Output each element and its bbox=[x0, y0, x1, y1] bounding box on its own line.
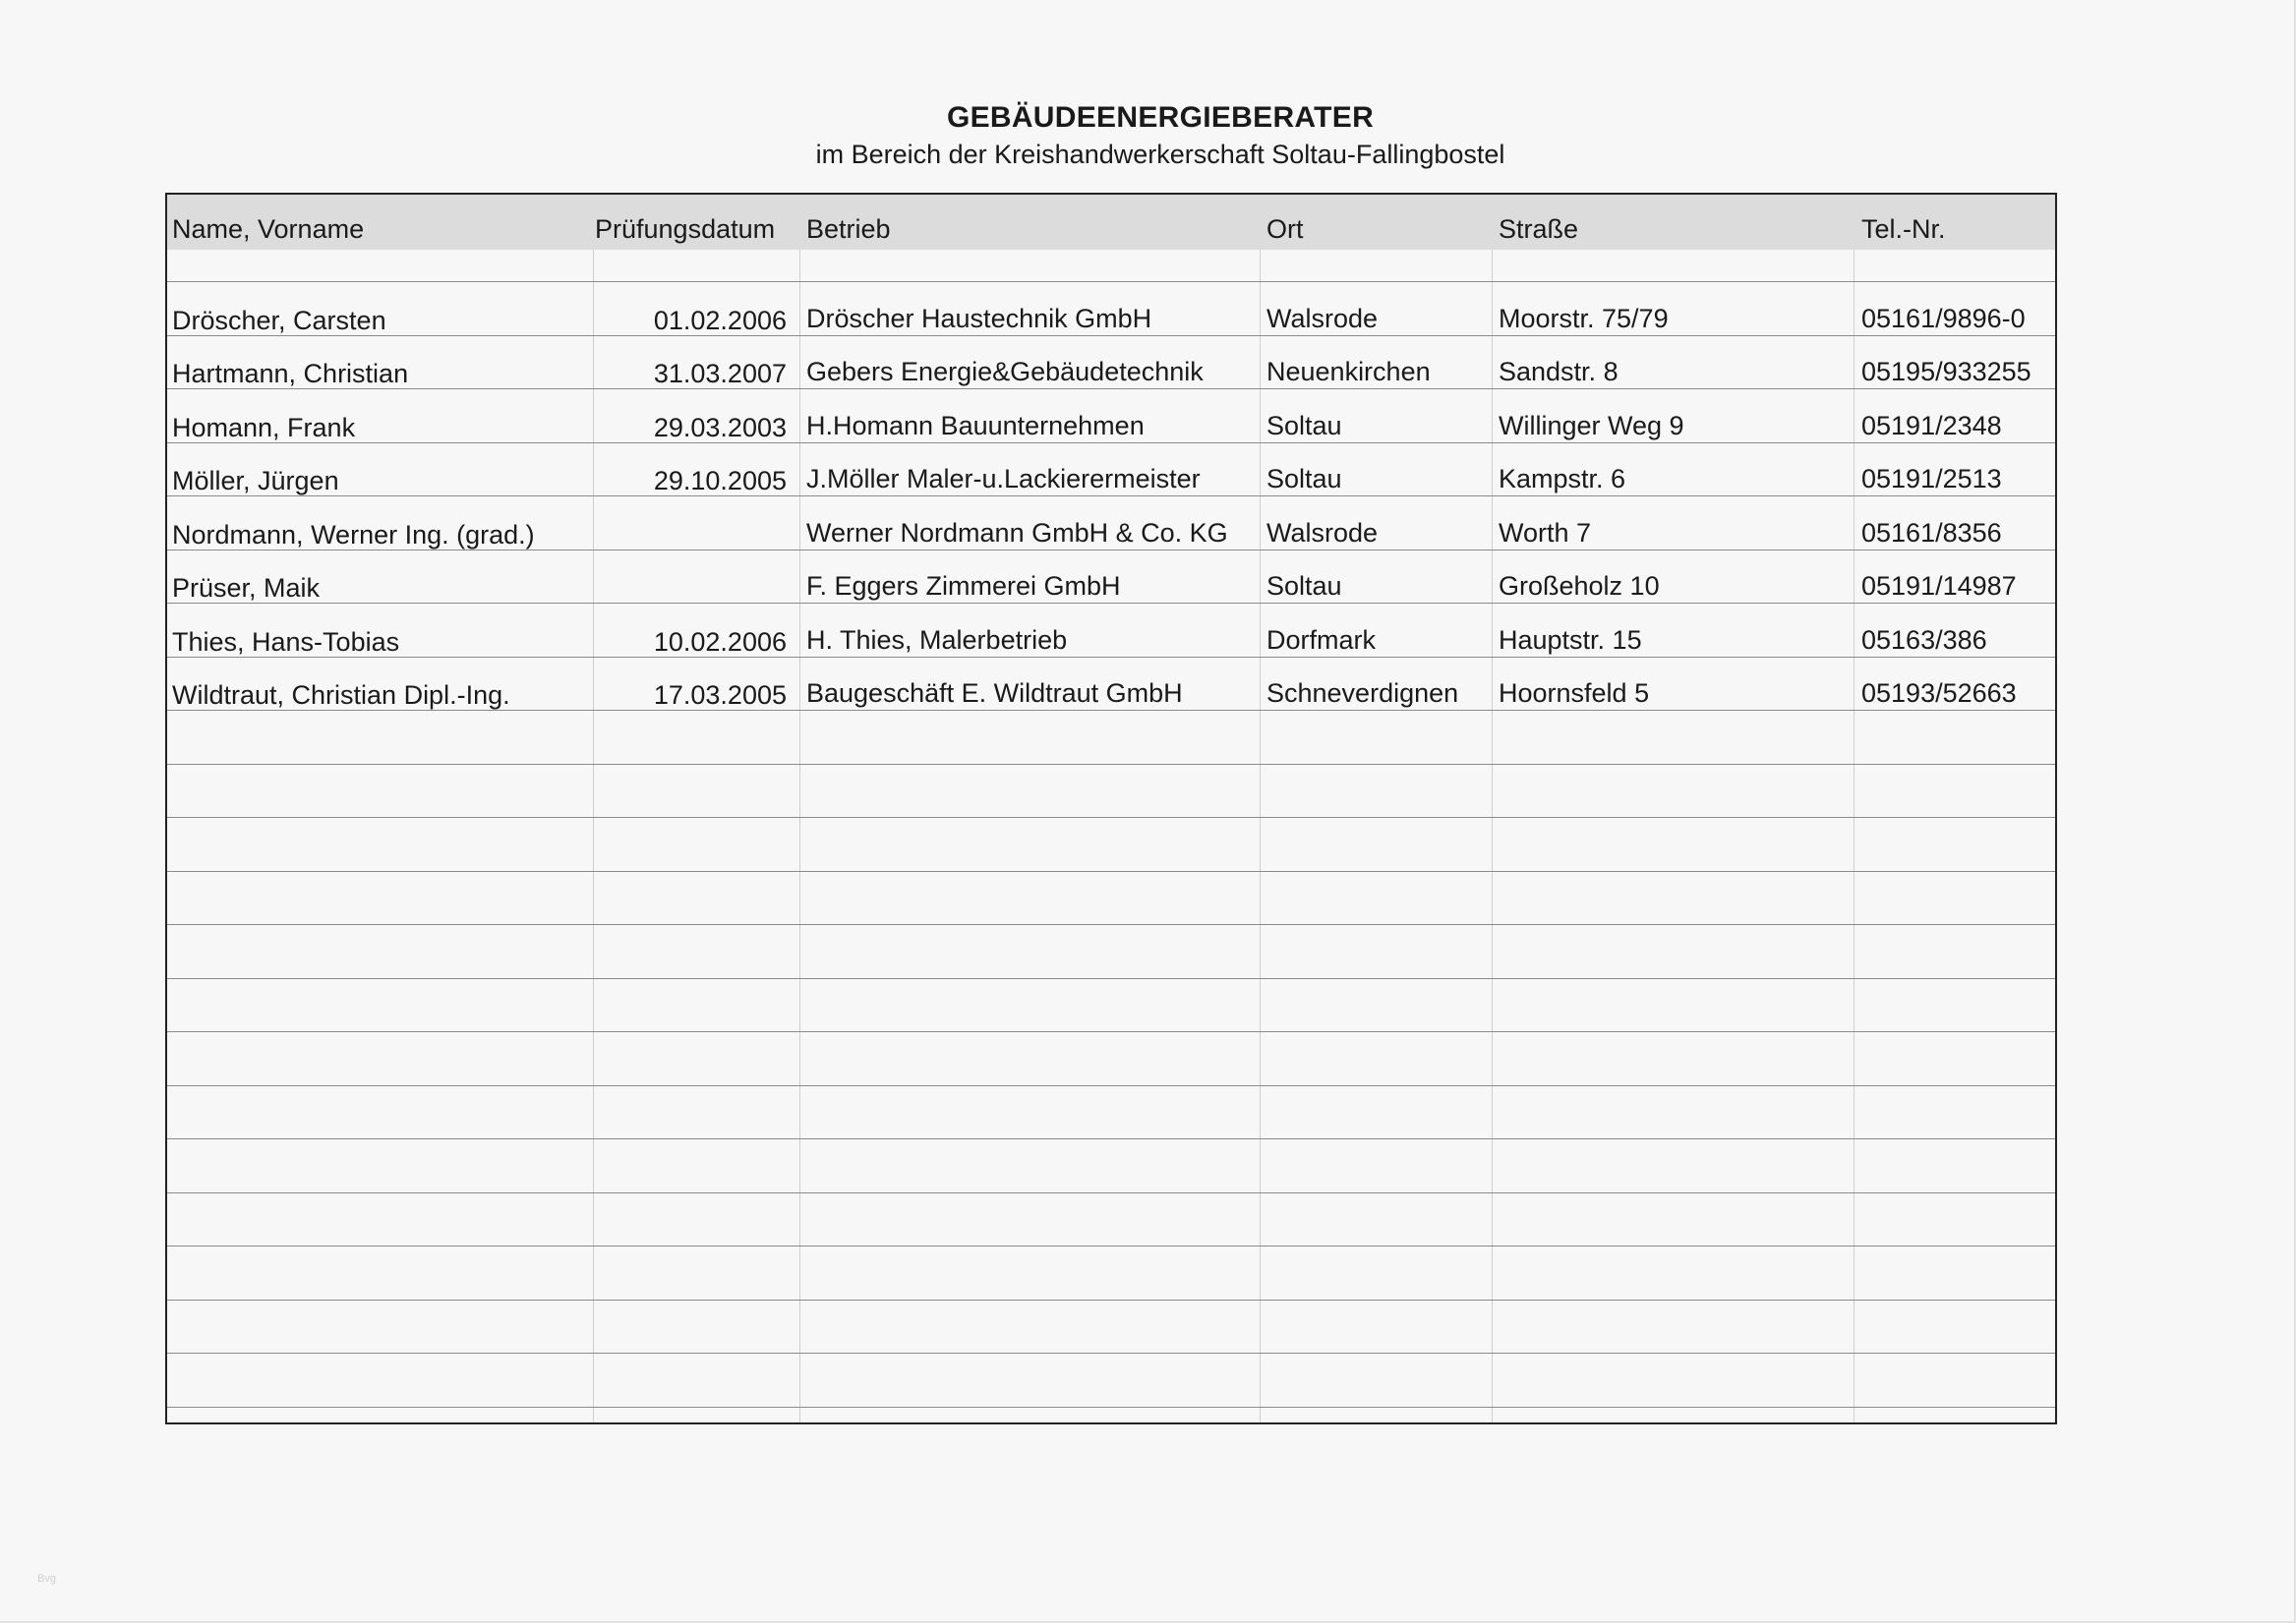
name-cell: Nordmann, Werner Ing. (grad.) bbox=[172, 520, 535, 550]
row-line bbox=[167, 1192, 2055, 1193]
date-cell: 01.02.2006 bbox=[653, 306, 787, 335]
column-divider bbox=[1492, 250, 1493, 1422]
street-cell: Hoornsfeld 5 bbox=[1499, 678, 1650, 708]
row-line bbox=[167, 603, 2055, 604]
date-cell: 29.03.2003 bbox=[653, 413, 787, 442]
name-cell: Dröscher, Carsten bbox=[172, 306, 386, 335]
company-cell: H.Homann Bauunternehmen bbox=[806, 411, 1145, 440]
name-cell: Möller, Jürgen bbox=[172, 466, 339, 495]
row-line bbox=[167, 388, 2055, 389]
row-line bbox=[167, 1138, 2055, 1139]
city-cell: Neuenkirchen bbox=[1266, 357, 1431, 386]
row-line bbox=[167, 924, 2055, 925]
street-cell: Kampstr. 6 bbox=[1499, 464, 1626, 493]
city-cell: Soltau bbox=[1266, 411, 1342, 440]
row-line bbox=[167, 442, 2055, 443]
city-cell: Soltau bbox=[1266, 464, 1342, 493]
phone-cell: 05193/52663 bbox=[1861, 678, 2017, 708]
row-line bbox=[167, 1407, 2055, 1408]
scan-mark: Bvg bbox=[37, 1573, 56, 1585]
name-cell: Prüser, Maik bbox=[172, 573, 321, 603]
phone-cell: 05161/8356 bbox=[1861, 518, 2002, 548]
company-cell: F. Eggers Zimmerei GmbH bbox=[806, 571, 1121, 601]
row-line bbox=[167, 1300, 2055, 1301]
company-cell: J.Möller Maler-u.Lackierermeister bbox=[806, 464, 1201, 493]
column-header: Straße bbox=[1499, 214, 1579, 244]
column-divider bbox=[1260, 250, 1261, 1422]
column-header: Betrieb bbox=[806, 214, 891, 244]
name-cell: Wildtraut, Christian Dipl.-Ing. bbox=[172, 680, 510, 710]
street-cell: Willinger Weg 9 bbox=[1499, 411, 1684, 440]
city-cell: Soltau bbox=[1266, 571, 1342, 601]
street-cell: Hauptstr. 15 bbox=[1499, 625, 1642, 655]
column-divider bbox=[593, 250, 594, 1422]
street-cell: Sandstr. 8 bbox=[1499, 357, 1619, 386]
phone-cell: 05191/2348 bbox=[1861, 411, 2002, 440]
company-cell: H. Thies, Malerbetrieb bbox=[806, 625, 1068, 655]
phone-cell: 05163/386 bbox=[1861, 625, 1987, 655]
table-header-row bbox=[167, 195, 2055, 250]
city-cell: Schneverdignen bbox=[1266, 678, 1459, 708]
row-line bbox=[167, 1353, 2055, 1354]
row-line bbox=[167, 657, 2055, 658]
date-cell: 29.10.2005 bbox=[653, 466, 787, 495]
date-cell: 31.03.2007 bbox=[653, 359, 787, 388]
date-cell: 17.03.2005 bbox=[653, 680, 787, 710]
column-divider bbox=[799, 250, 800, 1422]
company-cell: Baugeschäft E. Wildtraut GmbH bbox=[806, 678, 1183, 708]
row-line bbox=[167, 710, 2055, 711]
street-cell: Moorstr. 75/79 bbox=[1499, 304, 1669, 333]
company-cell: Gebers Energie&Gebäudetechnik bbox=[806, 357, 1204, 386]
company-cell: Werner Nordmann GmbH & Co. KG bbox=[806, 518, 1228, 548]
row-line bbox=[167, 978, 2055, 979]
street-cell: Worth 7 bbox=[1499, 518, 1592, 548]
document-subtitle: im Bereich der Kreishandwerkerschaft Soltau-Fallingbostel bbox=[815, 140, 1505, 169]
row-line bbox=[167, 871, 2055, 872]
row-line bbox=[167, 1031, 2055, 1032]
column-header: Tel.-Nr. bbox=[1861, 214, 1946, 244]
row-line bbox=[167, 764, 2055, 765]
city-cell: Walsrode bbox=[1266, 518, 1379, 548]
row-line bbox=[167, 495, 2055, 496]
column-header: Name, Vorname bbox=[172, 214, 365, 244]
city-cell: Walsrode bbox=[1266, 304, 1379, 333]
row-line bbox=[167, 550, 2055, 551]
city-cell: Dorfmark bbox=[1266, 625, 1377, 655]
company-cell: Dröscher Haustechnik GmbH bbox=[806, 304, 1152, 333]
phone-cell: 05191/2513 bbox=[1861, 464, 2002, 493]
phone-cell: 05195/933255 bbox=[1861, 357, 2031, 386]
advisor-table bbox=[165, 193, 2057, 1424]
name-cell: Homann, Frank bbox=[172, 413, 356, 442]
row-line bbox=[167, 817, 2055, 818]
phone-cell: 05161/9896-0 bbox=[1861, 304, 2026, 333]
date-cell: 10.02.2006 bbox=[653, 627, 787, 657]
phone-cell: 05191/14987 bbox=[1861, 571, 2017, 601]
street-cell: Großeholz 10 bbox=[1499, 571, 1660, 601]
column-header: Ort bbox=[1266, 214, 1304, 244]
column-header: Prüfungsdatum bbox=[595, 214, 776, 244]
row-line bbox=[167, 335, 2055, 336]
name-cell: Thies, Hans-Tobias bbox=[172, 627, 400, 657]
row-line bbox=[167, 281, 2055, 282]
name-cell: Hartmann, Christian bbox=[172, 359, 409, 388]
document-title: GEBÄUDEENERGIEBERATER bbox=[946, 101, 1375, 134]
row-line bbox=[167, 1085, 2055, 1086]
